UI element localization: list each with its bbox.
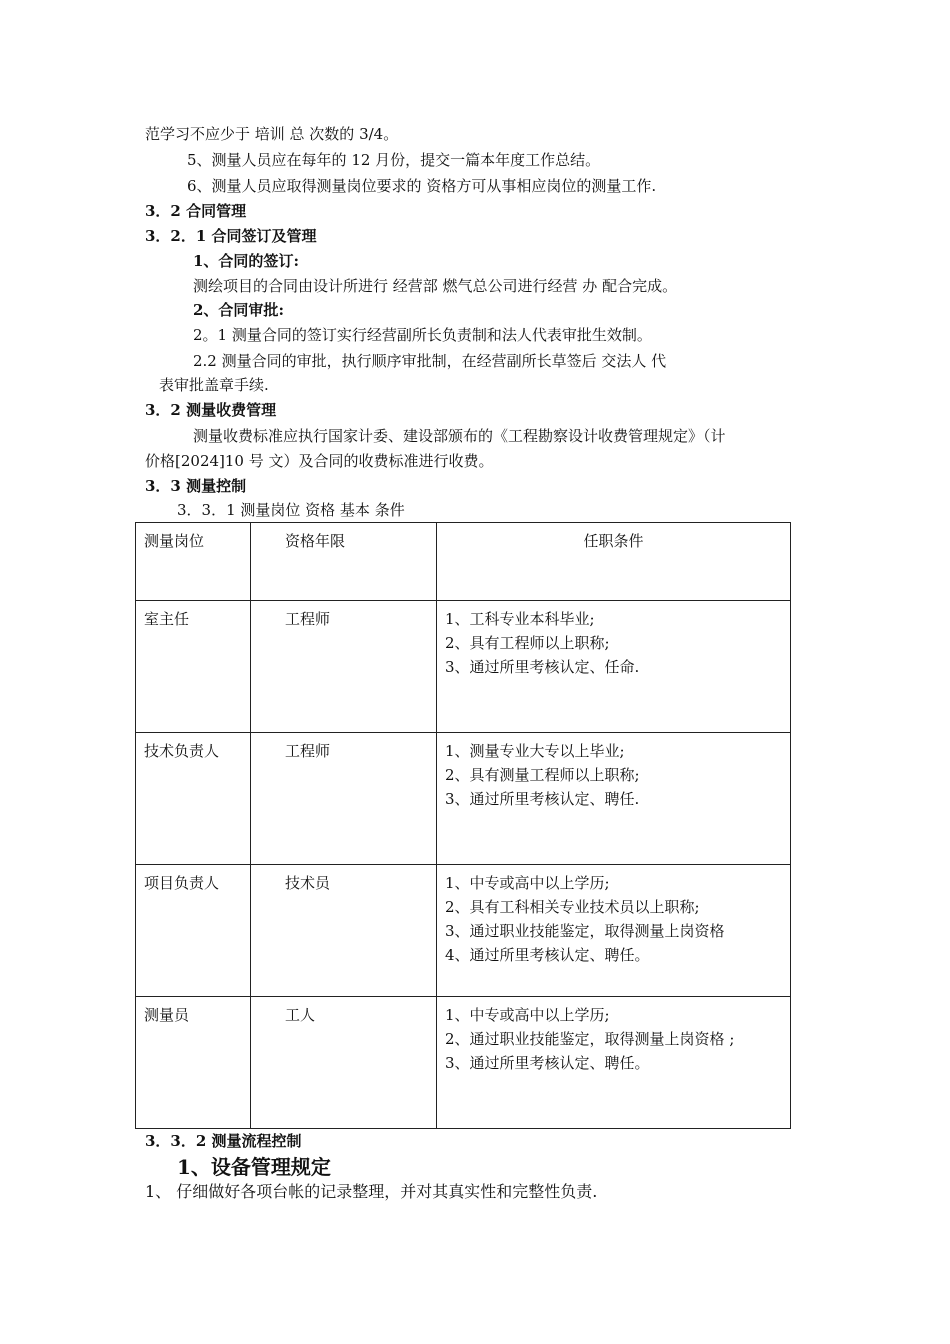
paragraph-review-2a: 2.2 测量合同的审批，执行顺序审批制，在经营副所长草签后 交法人 代 — [193, 352, 667, 370]
subheading-contract-signing: 1、合同的签订: — [193, 252, 299, 270]
cell-conditions — [437, 865, 791, 997]
cell-level: 工人 — [251, 997, 437, 1129]
table-row — [136, 865, 791, 997]
cell-post: 项目负责人 — [136, 865, 251, 997]
paragraph-review-1: 2。1 测量合同的签订实行经营副所长负责制和法人代表审批生效制。 — [193, 326, 652, 344]
heading-equipment-rules: 1、设备管理规定 — [177, 1155, 331, 1179]
paragraph-annual-summary: 5、测量人员应在每年的 12 月份，提交一篇本年度工作总结。 — [187, 151, 601, 169]
table-header-row — [136, 523, 791, 601]
condition-item: 1、工科专业本科毕业; — [445, 610, 595, 628]
condition-item: 2、具有工科相关专业技术员以上职称; — [445, 898, 700, 916]
paragraph-training-ratio: 范学习不应少于 培训 总 次数的 3/4。 — [145, 125, 399, 143]
cell-level: 工程师 — [251, 601, 437, 733]
condition-item: 3、通过所里考核认定、任命. — [445, 658, 640, 676]
cell-level: 技术员 — [251, 865, 437, 997]
paragraph-equipment-1: 1、 仔细做好各项台帐的记录整理，并对其真实性和完整性负责. — [145, 1182, 598, 1201]
condition-item: 1、中专或高中以上学历; — [445, 1006, 610, 1024]
header-level: 资格年限 — [251, 523, 437, 601]
heading-contract-signing: 3．2．1 合同签订及管理 — [145, 227, 317, 245]
paragraph-fee-b: 价格[2024]10 号 文）及合同的收费标准进行收费。 — [145, 452, 494, 470]
cell-level: 工程师 — [251, 733, 437, 865]
cell-post: 技术负责人 — [136, 733, 251, 865]
table-caption: 3．3．1 测量岗位 资格 基本 条件 — [177, 501, 405, 519]
heading-contract-management: 3．2 合同管理 — [145, 202, 247, 220]
cell-post: 测量员 — [136, 997, 251, 1129]
condition-item: 1、测量专业大专以上毕业; — [445, 742, 625, 760]
table-row — [136, 997, 791, 1129]
header-post: 测量岗位 — [136, 523, 251, 601]
table-row — [136, 733, 791, 865]
condition-item: 1、中专或高中以上学历; — [445, 874, 610, 892]
condition-item: 2、通过职业技能鉴定，取得测量上岗资格 ; — [445, 1030, 735, 1048]
cell-conditions — [437, 997, 791, 1129]
paragraph-fee-a: 测量收费标准应执行国家计委、建设部颁布的《工程勘察设计收费管理规定》（计 — [193, 427, 726, 445]
qualification-table — [135, 522, 791, 1129]
heading-measurement-control: 3．3 测量控制 — [145, 477, 247, 495]
condition-item: 3、通过所里考核认定、聘任. — [445, 790, 640, 808]
paragraph-contract-signing: 测绘项目的合同由设计所进行 经营部 燃气总公司进行经营 办 配合完成。 — [193, 277, 678, 295]
cell-conditions — [437, 733, 791, 865]
cell-post: 室主任 — [136, 601, 251, 733]
paragraph-review-2b: 表审批盖章手续. — [159, 376, 269, 394]
heading-fee-management: 3．2 测量收费管理 — [145, 401, 277, 419]
condition-item: 4、通过所里考核认定、聘任。 — [445, 946, 650, 964]
header-conditions: 任职条件 — [437, 523, 791, 601]
subheading-contract-review: 2、合同审批: — [193, 301, 284, 319]
condition-item: 2、具有工程师以上职称; — [445, 634, 610, 652]
heading-flow-control: 3．3．2 测量流程控制 — [145, 1132, 302, 1150]
condition-item: 3、通过所里考核认定、聘任。 — [445, 1054, 650, 1072]
table-row — [136, 601, 791, 733]
cell-conditions — [437, 601, 791, 733]
condition-item: 3、通过职业技能鉴定，取得测量上岗资格 — [445, 922, 725, 940]
condition-item: 2、具有测量工程师以上职称; — [445, 766, 640, 784]
paragraph-qualification: 6、测量人员应取得测量岗位要求的 资格方可从事相应岗位的测量工作. — [187, 177, 657, 195]
